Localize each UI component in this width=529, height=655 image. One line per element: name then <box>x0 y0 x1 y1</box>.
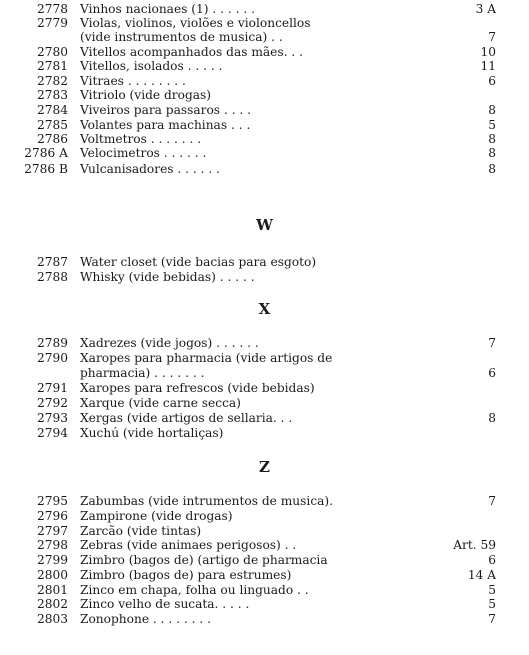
entry-reference: 7 <box>488 494 496 508</box>
entry-number: 2790 <box>36 351 68 365</box>
entry-number: 2793 <box>36 411 68 425</box>
entry-reference: 7 <box>488 30 496 44</box>
entry-description: Zabumbas (vide intrumentos de musica). <box>80 494 334 508</box>
index-entry <box>0 59 529 73</box>
entry-reference: 5 <box>488 597 496 611</box>
entry-description: pharmacia) . . . . . . . <box>80 366 205 380</box>
entry-reference: 10 <box>480 45 496 59</box>
index-entry <box>0 30 529 44</box>
index-entry <box>0 411 529 425</box>
entry-description: Vulcanisadores . . . . . . <box>80 162 221 176</box>
entry-reference: 6 <box>488 553 496 567</box>
index-entry <box>0 553 529 567</box>
entry-description: Zimbro (bagos de) para estrumes) <box>80 568 292 582</box>
index-entry <box>0 336 529 350</box>
index-entry <box>0 597 529 611</box>
entry-reference: 5 <box>488 583 496 597</box>
index-entry <box>0 16 529 30</box>
section-heading: W <box>256 216 273 234</box>
index-entry <box>0 426 529 440</box>
index-entry <box>0 494 529 508</box>
entry-description: Xadrezes (vide jogos) . . . . . . <box>80 336 259 350</box>
entry-description: Velocimetros . . . . . . <box>80 146 207 160</box>
entry-description: Voltmetros . . . . . . . <box>80 132 202 146</box>
entry-number: 2797 <box>36 524 68 538</box>
entry-number: 2786 <box>36 132 68 146</box>
entry-description: Vitellos, isolados . . . . . <box>80 59 223 73</box>
index-entry <box>0 162 529 176</box>
entry-reference: 6 <box>488 74 496 88</box>
entry-description: Xarque (vide carne secca) <box>80 396 241 410</box>
index-entry <box>0 538 529 552</box>
entry-description: Xuchú (vide hortaliças) <box>80 426 224 440</box>
entry-description: Xaropes para refrescos (vide bebidas) <box>80 381 315 395</box>
entry-number: 2798 <box>36 538 68 552</box>
entry-number: 2792 <box>36 396 68 410</box>
entry-reference: 8 <box>488 132 496 146</box>
entry-number: 2795 <box>36 494 68 508</box>
entry-number: 2786 A <box>24 146 68 160</box>
index-entry <box>0 88 529 102</box>
index-entry <box>0 74 529 88</box>
entry-number: 2785 <box>36 118 68 132</box>
entry-number: 2791 <box>36 381 68 395</box>
index-entry <box>0 2 529 16</box>
entry-reference: 3 A <box>475 2 496 16</box>
index-entry <box>0 396 529 410</box>
entry-number: 2787 <box>36 255 68 269</box>
index-entry <box>0 103 529 117</box>
entry-description: Zinco em chapa, folha ou linguado . . <box>80 583 309 597</box>
section-heading: Z <box>259 458 270 476</box>
entry-description: Zonophone . . . . . . . . <box>80 612 212 626</box>
entry-description: Vitraes . . . . . . . . <box>80 74 186 88</box>
entry-number: 2796 <box>36 509 68 523</box>
entry-number: 2801 <box>36 583 68 597</box>
entry-number: 2782 <box>36 74 68 88</box>
index-entry <box>0 612 529 626</box>
entry-description: Water closet (vide bacias para esgoto) <box>80 255 317 269</box>
index-entry <box>0 524 529 538</box>
entry-number: 2802 <box>36 597 68 611</box>
index-entry <box>0 381 529 395</box>
entry-number: 2788 <box>36 270 68 284</box>
index-entry <box>0 132 529 146</box>
entry-number: 2783 <box>36 88 68 102</box>
entry-number: 2803 <box>36 612 68 626</box>
entry-number: 2781 <box>36 59 68 73</box>
entry-reference: 7 <box>488 336 496 350</box>
index-entry <box>0 568 529 582</box>
entry-number: 2780 <box>36 45 68 59</box>
entry-description: Xergas (vide artigos de sellaria. . . <box>80 411 293 425</box>
entry-reference: 5 <box>488 118 496 132</box>
entry-reference: 6 <box>488 366 496 380</box>
index-entry <box>0 118 529 132</box>
section-heading: X <box>258 300 271 318</box>
entry-description: (vide instrumentos de musica) . . <box>80 30 283 44</box>
entry-description: Vinhos nacionaes (1) . . . . . . <box>80 2 256 16</box>
entry-description: Viveiros para passaros . . . . <box>80 103 252 117</box>
entry-description: Zarcão (vide tintas) <box>80 524 202 538</box>
entry-number: 2799 <box>36 553 68 567</box>
entry-number: 2779 <box>36 16 68 30</box>
entry-description: Zimbro (bagos de) (artigo de pharmacia <box>80 553 328 567</box>
entry-description: Whisky (vide bebidas) . . . . . <box>80 270 255 284</box>
index-entry <box>0 270 529 284</box>
entry-description: Zebras (vide animaes perigosos) . . <box>80 538 297 552</box>
entry-description: Zinco velho de sucata. . . . . <box>80 597 250 611</box>
entry-reference: 11 <box>480 59 496 73</box>
entry-number: 2778 <box>36 2 68 16</box>
entry-reference: 8 <box>488 162 496 176</box>
entry-description: Vitriolo (vide drogas) <box>80 88 212 102</box>
entry-description: Xaropes para pharmacia (vide artigos de <box>80 351 333 365</box>
index-entry <box>0 366 529 380</box>
entry-number: 2789 <box>36 336 68 350</box>
entry-description: Zampirone (vide drogas) <box>80 509 233 523</box>
entry-reference: Art. 59 <box>453 538 496 552</box>
entry-reference: 8 <box>488 103 496 117</box>
entry-number: 2786 B <box>24 162 68 176</box>
index-entry <box>0 583 529 597</box>
index-entry <box>0 255 529 269</box>
index-entry <box>0 509 529 523</box>
entry-number: 2800 <box>36 568 68 582</box>
entry-description: Volantes para machinas . . . <box>80 118 251 132</box>
entry-reference: 14 A <box>467 568 496 582</box>
entry-number: 2794 <box>36 426 68 440</box>
entry-reference: 8 <box>488 146 496 160</box>
entry-reference: 7 <box>488 612 496 626</box>
index-entry <box>0 45 529 59</box>
index-entry <box>0 146 529 160</box>
entry-number: 2784 <box>36 103 68 117</box>
entry-description: Vitellos acompanhados das mães. . . <box>80 45 303 59</box>
index-entry <box>0 351 529 365</box>
entry-reference: 8 <box>488 411 496 425</box>
entry-description: Violas, violinos, violões e violoncellos <box>80 16 311 30</box>
